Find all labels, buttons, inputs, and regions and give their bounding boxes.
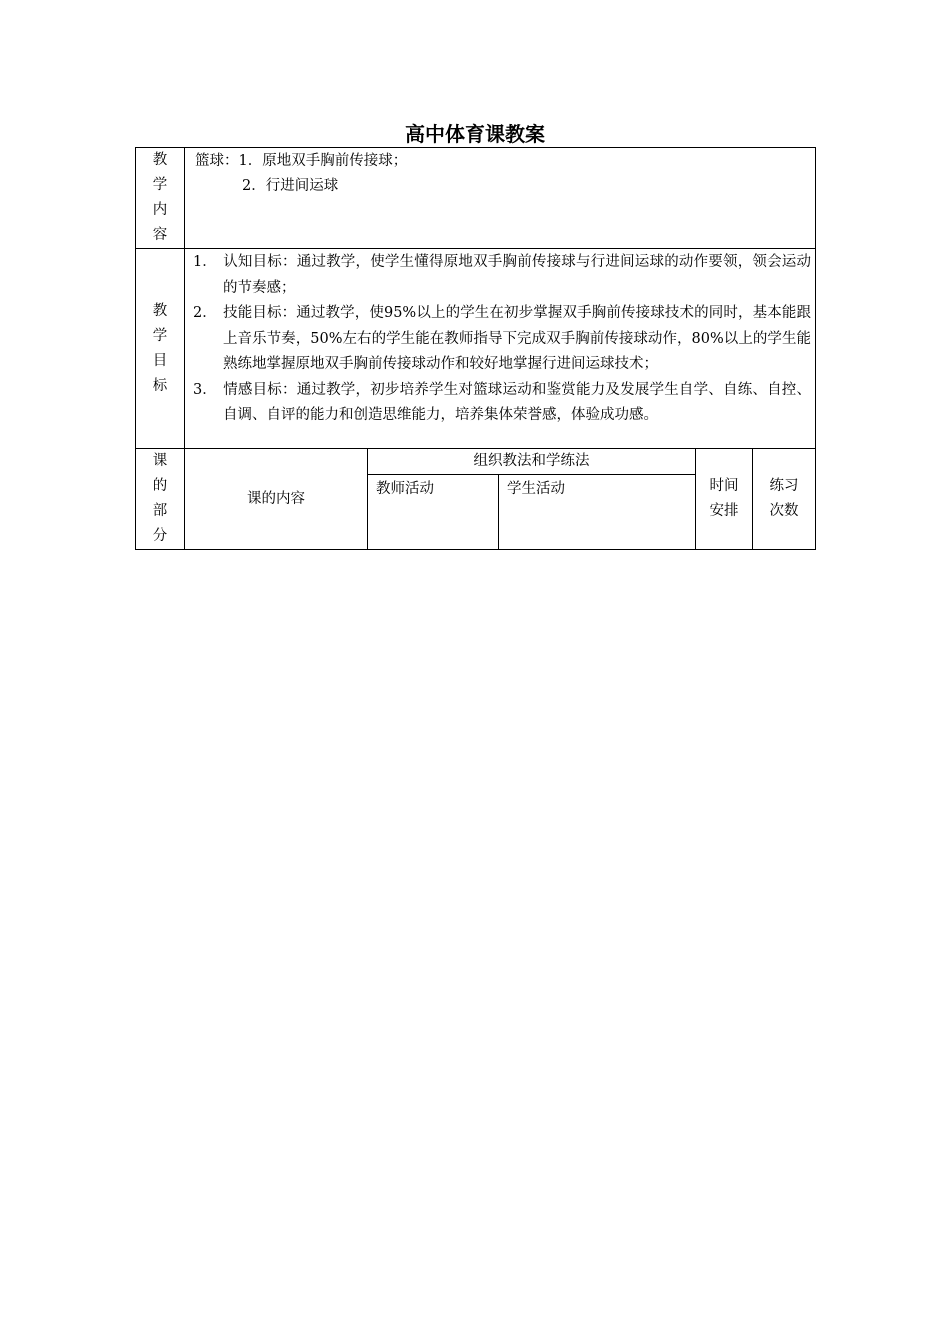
goal-item: 3． 情感目标：通过教学，初步培养学生对篮球运动和鉴赏能力及发展学生自学、自练、自控、自调、自评的能力和创造思维能力，培养集体荣誉感，体验成功感。 <box>193 381 812 423</box>
org-methods-header: 组织教法和学练法 <box>368 449 696 475</box>
teaching-content-cell <box>185 148 816 249</box>
goals-list <box>185 249 815 429</box>
goal-item: 2． 技能目标：通过教学，使95%以上的学生在初步掌握双手胸前传接球技术的同时，基本能跟上音乐节奏，50%左右的学生能在教师指导下完成双手胸前传接球动作，80%以上的学生能熟练地掌握原地双手胸前传接球动作和较好地掌握行进间运球技术； <box>193 305 812 372</box>
page-title: 高中体育课教案 <box>405 122 545 146</box>
teaching-content-row <box>136 148 816 249</box>
teaching-content-label: 教 学 内 容 <box>136 148 185 249</box>
teaching-goals-cell <box>185 249 816 449</box>
lesson-header-row-1 <box>136 449 816 475</box>
student-activity-header: 学生活动 <box>499 475 696 550</box>
lesson-part-label: 课 的 部 分 <box>136 449 185 550</box>
goal-item: 1． 认知目标：通过教学，使学生懂得原地双手胸前传接球与行进间运球的动作要领，领会运动的节奏感； <box>193 254 812 296</box>
teaching-goals-label: 教 学 目 标 <box>136 249 185 449</box>
lesson-plan-table <box>135 147 816 550</box>
lesson-content-header: 课的内容 <box>185 449 368 550</box>
teaching-goals-row <box>136 249 816 449</box>
content-line-1: 篮球：1．原地双手胸前传接球； <box>195 153 408 169</box>
time-schedule-header: 时间 安排 <box>696 449 753 550</box>
teacher-activity-header: 教师活动 <box>368 475 499 550</box>
practice-count-header: 练习 次数 <box>753 449 816 550</box>
content-line-2: 2．行进间运球 <box>242 178 339 194</box>
